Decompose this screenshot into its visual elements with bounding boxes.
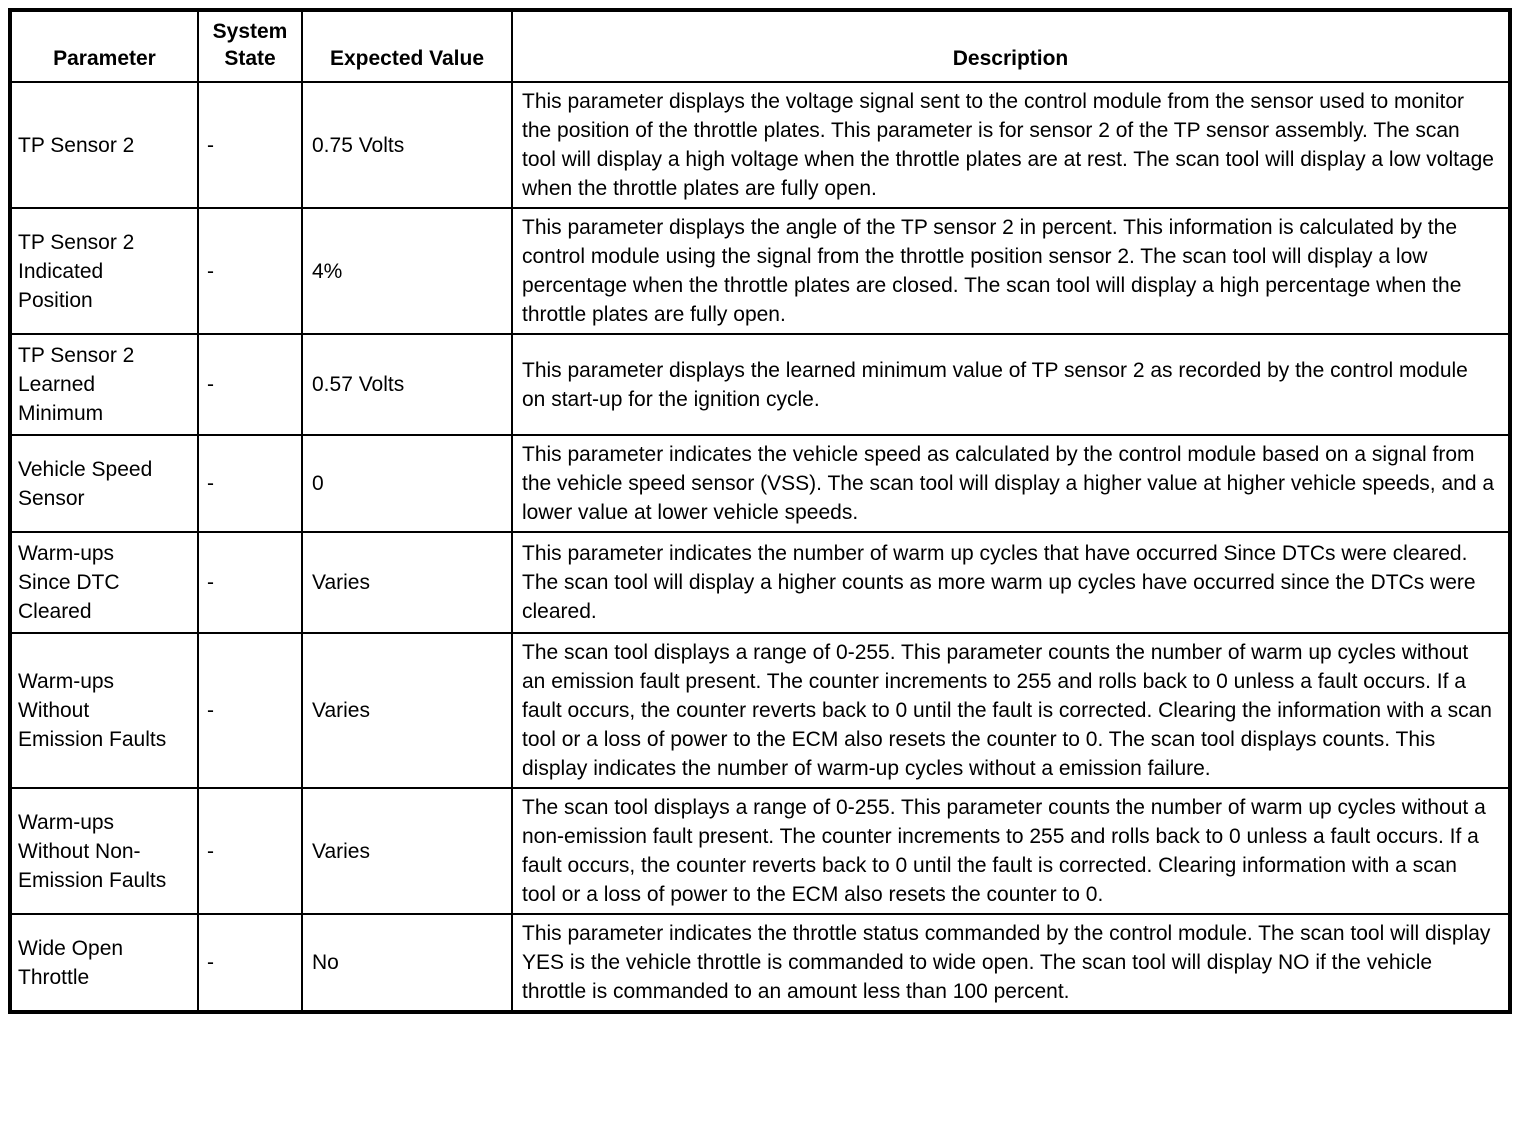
cell-expected-value: 0.75 Volts <box>302 82 512 208</box>
table-row <box>10 532 1510 633</box>
cell-system-state: - <box>198 532 302 633</box>
cell-parameter: TP Sensor 2 <box>10 82 198 208</box>
cell-parameter: Wide Open Throttle <box>10 914 198 1012</box>
cell-expected-value: No <box>302 914 512 1012</box>
cell-system-state: - <box>198 435 302 532</box>
cell-parameter: Warm-ups Since DTC Cleared <box>10 532 198 633</box>
cell-system-state: - <box>198 334 302 435</box>
table-row <box>10 334 1510 435</box>
cell-description: The scan tool displays a range of 0-255. This parameter counts the number of warm up cycles without an emission fault present. The counter increments to 255 and rolls back to 0 unless a fault occurs. If a fault occurs, the counter reverts back to 0 until the fault is corrected. Clearing the information with a scan tool or a loss of power to the ECM also resets the counter to 0. The scan tool displays counts. This display indicates the number of warm-up cycles without a emission failure. <box>512 633 1510 788</box>
cell-parameter: Warm-ups Without Non-Emission Faults <box>10 788 198 914</box>
cell-description: The scan tool displays a range of 0-255. This parameter counts the number of warm up cycles without a non-emission fault present. The counter increments to 255 and rolls back to 0 unless a fault occurs. If a fault occurs, the counter reverts back to 0 until the fault is corrected. Clearing information with a scan tool or a loss of power to the ECM also resets the counter to 0. <box>512 788 1510 914</box>
cell-system-state: - <box>198 633 302 788</box>
scan-tool-parameter-table <box>8 8 1512 1014</box>
table-row <box>10 914 1510 1012</box>
cell-parameter: Warm-ups Without Emission Faults <box>10 633 198 788</box>
cell-parameter: Vehicle Speed Sensor <box>10 435 198 532</box>
cell-system-state: - <box>198 208 302 334</box>
cell-expected-value: 0 <box>302 435 512 532</box>
cell-description: This parameter indicates the throttle status commanded by the control module. The scan tool will display YES is the vehicle throttle is commanded to wide open. The scan tool will display NO if the vehicle throttle is commanded to an amount less than 100 percent. <box>512 914 1510 1012</box>
column-header-parameter: Parameter <box>10 10 198 82</box>
cell-description: This parameter indicates the vehicle speed as calculated by the control module based on a signal from the vehicle speed sensor (VSS). The scan tool will display a higher value at higher vehicle speeds, and a lower value at lower vehicle speeds. <box>512 435 1510 532</box>
cell-expected-value: 0.57 Volts <box>302 334 512 435</box>
column-header-system-state: System State <box>198 10 302 82</box>
cell-expected-value: Varies <box>302 788 512 914</box>
cell-description: This parameter indicates the number of warm up cycles that have occurred Since DTCs were cleared. The scan tool will display a higher counts as more warm up cycles have occurred since the DTCs were cleared. <box>512 532 1510 633</box>
table-row <box>10 435 1510 532</box>
table-header-row <box>10 10 1510 82</box>
cell-system-state: - <box>198 82 302 208</box>
cell-description: This parameter displays the learned minimum value of TP sensor 2 as recorded by the control module on start-up for the ignition cycle. <box>512 334 1510 435</box>
cell-parameter: TP Sensor 2 Learned Minimum <box>10 334 198 435</box>
table-row <box>10 633 1510 788</box>
cell-description: This parameter displays the angle of the TP sensor 2 in percent. This information is calculated by the control module using the signal from the throttle position sensor 2. The scan tool will display a low percentage when the throttle plates are closed. The scan tool will display a high percentage when the throttle plates are fully open. <box>512 208 1510 334</box>
table-row <box>10 82 1510 208</box>
cell-system-state: - <box>198 788 302 914</box>
cell-system-state: - <box>198 914 302 1012</box>
cell-expected-value: 4% <box>302 208 512 334</box>
table-row <box>10 788 1510 914</box>
cell-parameter: TP Sensor 2 Indicated Position <box>10 208 198 334</box>
column-header-expected-value: Expected Value <box>302 10 512 82</box>
cell-expected-value: Varies <box>302 532 512 633</box>
cell-description: This parameter displays the voltage signal sent to the control module from the sensor used to monitor the position of the throttle plates. This parameter is for sensor 2 of the TP sensor assembly. The scan tool will display a high voltage when the throttle plates are at rest. The scan tool will display a low voltage when the throttle plates are fully open. <box>512 82 1510 208</box>
cell-expected-value: Varies <box>302 633 512 788</box>
column-header-description: Description <box>512 10 1510 82</box>
table-row <box>10 208 1510 334</box>
